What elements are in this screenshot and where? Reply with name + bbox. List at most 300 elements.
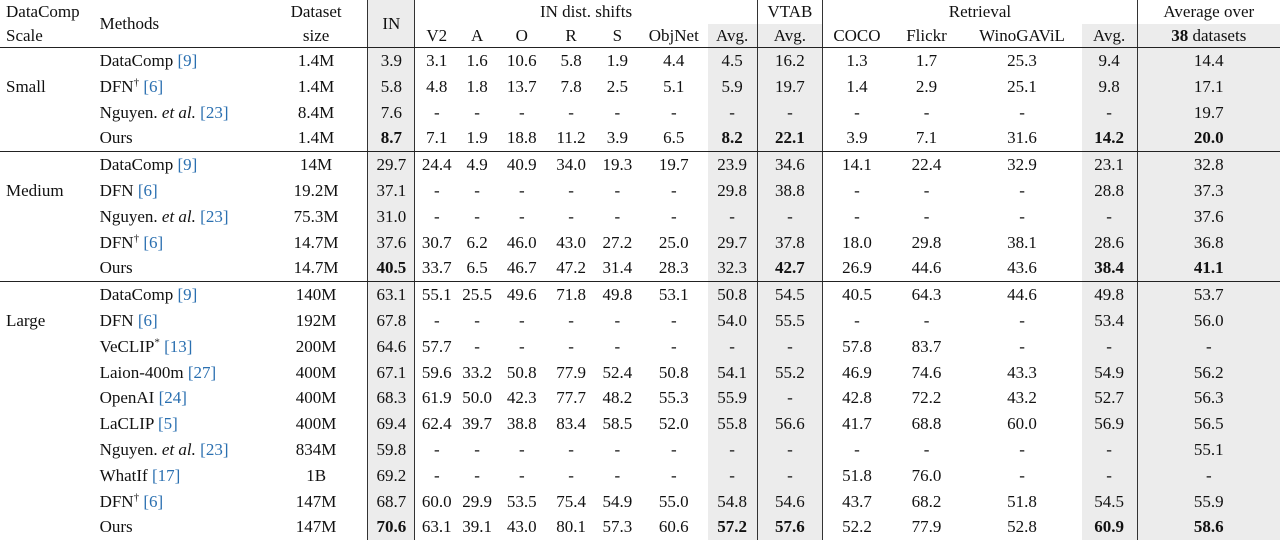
table-row xyxy=(0,385,1280,411)
cell-avg38: 56.2 xyxy=(1137,360,1280,386)
cell-s: - xyxy=(614,439,621,459)
cell-r: 7.8 xyxy=(560,76,582,96)
method-text: DFN xyxy=(99,76,134,96)
cell-retrieval-avg: 38.4 xyxy=(1082,255,1137,281)
table-row xyxy=(0,230,1280,256)
cell-shift-avg: 57.2 xyxy=(708,514,757,540)
cell-s: 48.2 xyxy=(602,388,633,408)
cell-a: 6.2 xyxy=(466,232,488,252)
dataset-size: 75.3M xyxy=(293,206,339,226)
method-text: DFN xyxy=(99,310,138,330)
cell-shift-avg: 29.7 xyxy=(708,230,757,256)
cell-v2: 33.7 xyxy=(415,255,458,281)
cell-v2: - xyxy=(433,439,440,459)
cell-retrieval-avg: 54.5 xyxy=(1082,489,1137,515)
citation-link[interactable]: [17] xyxy=(151,465,181,485)
scale-label xyxy=(0,411,98,437)
cell-vtab-avg: - xyxy=(757,334,823,360)
cell-shift-avg: - xyxy=(708,100,757,126)
cell-coco: - xyxy=(854,206,860,226)
dataset-size: 14.7M xyxy=(265,255,368,281)
cell-coco: - xyxy=(854,180,860,200)
cell-avg38: 32.8 xyxy=(1137,152,1280,178)
cell-v2: 55.1 xyxy=(421,285,452,305)
cell-flickr: - xyxy=(923,439,930,459)
cell-in: 70.6 xyxy=(368,514,415,540)
header-retrieval: Retrieval xyxy=(948,2,1012,21)
cell-s: 49.8 xyxy=(602,285,633,305)
cell-s: - xyxy=(614,310,621,330)
cell-objnet: 60.6 xyxy=(658,517,689,537)
cell-v2: 7.1 xyxy=(415,125,458,151)
dataset-size: 1.4M xyxy=(297,76,335,96)
cell-flickr: - xyxy=(923,102,930,122)
header-col-a: A xyxy=(458,24,496,48)
method-name xyxy=(98,411,265,437)
citation-link[interactable]: [9] xyxy=(177,285,198,305)
header-scale: DataComp xyxy=(6,2,80,21)
cell-o: - xyxy=(518,336,525,356)
dataset-size: 200M xyxy=(295,336,337,356)
cell-v2: 57.7 xyxy=(421,336,452,356)
cell-flickr: 44.6 xyxy=(891,255,963,281)
citation-link[interactable]: [6] xyxy=(143,491,164,511)
cell-o: 53.5 xyxy=(506,491,537,511)
header-col-avg38 xyxy=(1137,24,1280,48)
method-superscript: † xyxy=(133,231,140,244)
dataset-size: 1B xyxy=(306,465,327,485)
cell-a: 29.9 xyxy=(462,491,492,511)
cell-winogavil: 25.3 xyxy=(1007,51,1037,70)
scale-label xyxy=(0,48,98,74)
cell-s: - xyxy=(614,206,621,226)
citation-link[interactable]: [23] xyxy=(200,206,229,226)
cell-vtab-avg: 56.6 xyxy=(757,411,823,437)
method-text: DFN xyxy=(99,180,138,200)
method-name xyxy=(98,74,265,100)
cell-v2: 59.6 xyxy=(421,362,452,382)
cell-objnet: 55.0 xyxy=(658,491,689,511)
table-row xyxy=(0,204,1280,230)
cell-shift-avg: - xyxy=(708,437,757,463)
scale-label xyxy=(0,360,98,386)
cell-a: - xyxy=(474,310,480,330)
cell-coco: 14.1 xyxy=(842,155,872,175)
citation-link[interactable]: [6] xyxy=(143,76,164,96)
method-name xyxy=(98,178,265,204)
cell-a: - xyxy=(474,102,480,122)
table-row xyxy=(0,282,1280,308)
cell-s: 52.4 xyxy=(602,362,633,382)
cell-avg38: 53.7 xyxy=(1137,282,1280,308)
cell-retrieval-avg: 56.9 xyxy=(1082,411,1137,437)
table-row xyxy=(0,308,1280,334)
header-col-s: S xyxy=(595,24,640,48)
method-name xyxy=(98,255,265,281)
citation-link[interactable]: [5] xyxy=(157,414,178,434)
cell-coco: 43.7 xyxy=(842,491,872,511)
cell-a: - xyxy=(474,465,480,485)
cell-in: 69.4 xyxy=(368,411,415,437)
cell-winogavil: 43.3 xyxy=(1007,362,1037,382)
cell-retrieval-avg: 54.9 xyxy=(1082,360,1137,386)
cell-s: 57.3 xyxy=(602,517,633,537)
cell-in: 37.6 xyxy=(368,230,415,256)
cell-r: 11.2 xyxy=(547,125,594,151)
citation-link[interactable]: [6] xyxy=(143,232,164,252)
cell-s: - xyxy=(614,465,621,485)
cell-a: 50.0 xyxy=(462,388,492,408)
cell-r: - xyxy=(568,206,574,226)
cell-a: - xyxy=(474,336,480,356)
cell-objnet: 5.1 xyxy=(663,76,685,96)
dataset-size: 400M xyxy=(295,414,337,434)
cell-o: 50.8 xyxy=(506,362,537,382)
method-text: DataComp xyxy=(99,51,178,70)
citation-link[interactable]: [6] xyxy=(137,310,158,330)
cell-in: 67.8 xyxy=(368,308,415,334)
cell-r: 47.2 xyxy=(547,255,594,281)
table-row xyxy=(0,437,1280,463)
cell-r: - xyxy=(568,336,574,356)
cell-in: 64.6 xyxy=(368,334,415,360)
cell-avg38: 58.6 xyxy=(1137,514,1280,540)
method-etal: et al. xyxy=(161,102,196,122)
cell-objnet: 4.4 xyxy=(663,51,685,70)
cell-vtab-avg: - xyxy=(757,437,823,463)
cell-in: 68.3 xyxy=(368,385,415,411)
dataset-size: 1.4M xyxy=(297,51,335,70)
cell-a: 25.5 xyxy=(462,285,492,305)
cell-winogavil: - xyxy=(1019,102,1025,122)
method-text: DataComp xyxy=(99,285,178,305)
method-name xyxy=(98,204,265,230)
cell-retrieval-avg: 52.7 xyxy=(1082,385,1137,411)
cell-objnet: 52.0 xyxy=(658,414,689,434)
scale-label xyxy=(0,230,98,256)
cell-r: - xyxy=(568,180,574,200)
method-superscript: † xyxy=(133,76,140,89)
cell-o: - xyxy=(518,465,525,485)
cell-shift-avg: 55.9 xyxy=(708,385,757,411)
cell-vtab-avg: 57.6 xyxy=(757,514,823,540)
header-dataset-2: size xyxy=(265,24,368,48)
citation-link[interactable]: [23] xyxy=(200,439,229,459)
cell-shift-avg: 54.8 xyxy=(708,489,757,515)
cell-a: 1.8 xyxy=(466,76,488,96)
cell-v2: - xyxy=(433,102,440,122)
table-row xyxy=(0,489,1280,515)
cell-vtab-avg: - xyxy=(757,385,823,411)
cell-r: 77.9 xyxy=(556,362,586,382)
cell-a: 39.7 xyxy=(462,414,492,434)
cell-objnet: - xyxy=(670,336,677,356)
cell-retrieval-avg: - xyxy=(1082,463,1137,489)
method-text: Ours xyxy=(99,258,133,278)
table-row xyxy=(0,514,1280,540)
cell-v2: 24.4 xyxy=(421,155,452,175)
table-row xyxy=(0,360,1280,386)
cell-retrieval-avg: 60.9 xyxy=(1082,514,1137,540)
cell-shift-avg: 4.5 xyxy=(708,48,757,74)
cell-retrieval-avg: 23.1 xyxy=(1082,152,1137,178)
dataset-size: 147M xyxy=(295,517,337,537)
cell-s: - xyxy=(614,336,621,356)
dataset-size: 8.4M xyxy=(297,102,335,122)
cell-a: 4.9 xyxy=(466,155,488,175)
cell-retrieval-avg: 53.4 xyxy=(1082,308,1137,334)
header-col-coco: COCO xyxy=(823,24,891,48)
cell-coco: 26.9 xyxy=(823,255,891,281)
method-etal: et al. xyxy=(161,439,196,459)
scale-label: Large xyxy=(6,310,46,330)
citation-link[interactable]: [27] xyxy=(187,362,217,382)
cell-vtab-avg: 19.7 xyxy=(757,74,823,100)
header-col-flickr: Flickr xyxy=(891,24,963,48)
scale-label xyxy=(0,125,98,151)
cell-winogavil: 31.6 xyxy=(962,125,1081,151)
method-text: LaCLIP xyxy=(99,414,158,434)
header-col-vtab-avg: Avg. xyxy=(757,24,823,48)
cell-o: - xyxy=(518,310,525,330)
cell-flickr: 1.7 xyxy=(915,51,938,70)
cell-s: 31.4 xyxy=(595,255,640,281)
cell-retrieval-avg: - xyxy=(1082,100,1137,126)
cell-flickr: 68.2 xyxy=(911,491,942,511)
cell-v2: - xyxy=(433,465,440,485)
cell-vtab-avg: 55.5 xyxy=(757,308,823,334)
cell-shift-avg: 29.8 xyxy=(708,178,757,204)
cell-winogavil: - xyxy=(1019,206,1025,226)
dataset-size: 19.2M xyxy=(293,180,339,200)
cell-in: 8.7 xyxy=(368,125,415,151)
header-col-o: O xyxy=(496,24,547,48)
cell-flickr: 68.8 xyxy=(911,414,942,434)
header-col-v2: V2 xyxy=(415,24,458,48)
cell-v2: 4.8 xyxy=(426,76,448,96)
cell-avg38: 56.5 xyxy=(1137,411,1280,437)
cell-s: 58.5 xyxy=(602,414,633,434)
cell-vtab-avg: - xyxy=(757,463,823,489)
cell-o: 18.8 xyxy=(496,125,547,151)
cell-o: - xyxy=(518,439,525,459)
method-text: Nguyen. xyxy=(99,206,162,226)
cell-flickr: 76.0 xyxy=(911,465,942,485)
citation-link[interactable]: [24] xyxy=(158,388,187,408)
scale-label xyxy=(0,514,98,540)
cell-winogavil: 25.1 xyxy=(1007,76,1037,96)
header-dataset: Dataset xyxy=(290,2,342,21)
cell-flickr: - xyxy=(923,180,930,200)
cell-retrieval-avg: 14.2 xyxy=(1082,125,1137,151)
method-text: Nguyen. xyxy=(99,439,162,459)
cell-s: 27.2 xyxy=(602,232,633,252)
cell-r: 71.8 xyxy=(556,285,586,305)
dataset-size: 14.7M xyxy=(293,232,339,252)
header-average-over: Average over xyxy=(1137,0,1280,24)
method-text: VeCLIP xyxy=(99,336,155,356)
header-methods: Methods xyxy=(98,0,265,48)
cell-avg38: 56.0 xyxy=(1137,308,1280,334)
method-name xyxy=(98,48,265,74)
cell-flickr: 77.9 xyxy=(911,517,942,537)
cell-vtab-avg: - xyxy=(757,100,823,126)
cell-v2: 63.1 xyxy=(421,517,452,537)
cell-objnet: - xyxy=(670,180,677,200)
cell-a: 1.9 xyxy=(458,125,496,151)
dataset-size: 192M xyxy=(295,310,337,330)
scale-label xyxy=(0,489,98,515)
cell-coco: 1.4 xyxy=(846,76,868,96)
cell-retrieval-avg: - xyxy=(1082,204,1137,230)
header-in: IN xyxy=(368,0,415,48)
cell-coco: 18.0 xyxy=(842,232,872,252)
cell-retrieval-avg: - xyxy=(1082,334,1137,360)
scale-label xyxy=(0,463,98,489)
cell-avg38: 37.6 xyxy=(1137,204,1280,230)
cell-coco: 3.9 xyxy=(823,125,891,151)
scale-label xyxy=(0,152,98,178)
cell-objnet: 25.0 xyxy=(658,232,689,252)
cell-avg38: 19.7 xyxy=(1137,100,1280,126)
cell-o: - xyxy=(518,180,525,200)
scale-label xyxy=(0,334,98,360)
cell-objnet: 50.8 xyxy=(658,362,689,382)
cell-r: 34.0 xyxy=(556,155,586,175)
scale-label xyxy=(0,204,98,230)
citation-link[interactable]: [9] xyxy=(177,51,198,70)
method-name xyxy=(98,463,265,489)
cell-flickr: 83.7 xyxy=(911,336,942,356)
method-name xyxy=(98,125,265,151)
cell-objnet: 28.3 xyxy=(640,255,708,281)
method-name xyxy=(98,514,265,540)
cell-retrieval-avg: 9.8 xyxy=(1082,74,1137,100)
cell-winogavil: - xyxy=(1019,336,1025,356)
cell-objnet: 55.3 xyxy=(658,388,689,408)
header-col-r: R xyxy=(547,24,594,48)
cell-o: 13.7 xyxy=(506,76,537,96)
scale-label xyxy=(0,437,98,463)
cell-retrieval-avg: 49.8 xyxy=(1082,282,1137,308)
cell-shift-avg: 5.9 xyxy=(708,74,757,100)
cell-s: - xyxy=(614,180,621,200)
cell-avg38: 20.0 xyxy=(1137,125,1280,151)
scale-label: Small xyxy=(6,76,46,96)
cell-v2: 61.9 xyxy=(421,388,452,408)
cell-avg38: 56.3 xyxy=(1137,385,1280,411)
cell-avg38: 41.1 xyxy=(1137,255,1280,281)
cell-in: 59.8 xyxy=(368,437,415,463)
cell-coco: 51.8 xyxy=(842,465,872,485)
cell-flickr: 29.8 xyxy=(911,232,942,252)
dataset-size: 14M xyxy=(300,155,333,175)
cell-avg38: 55.9 xyxy=(1137,489,1280,515)
header-col-objnet: ObjNet xyxy=(640,24,708,48)
scale-label: Medium xyxy=(6,180,64,200)
scale-label xyxy=(0,385,98,411)
cell-winogavil: 60.0 xyxy=(1007,414,1037,434)
cell-vtab-avg: 54.5 xyxy=(757,282,823,308)
method-name xyxy=(98,308,265,334)
cell-coco: 41.7 xyxy=(842,414,872,434)
cell-r: - xyxy=(568,465,574,485)
method-text: OpenAI xyxy=(99,388,159,408)
cell-winogavil: - xyxy=(1019,465,1025,485)
citation-link[interactable]: [6] xyxy=(137,180,158,200)
dataset-size: 400M xyxy=(295,388,337,408)
cell-r: 77.7 xyxy=(556,388,586,408)
cell-s: 2.5 xyxy=(606,76,628,96)
cell-objnet: - xyxy=(670,439,677,459)
cell-shift-avg: 23.9 xyxy=(708,152,757,178)
scale-label xyxy=(0,100,98,126)
cell-avg38: 37.3 xyxy=(1137,178,1280,204)
cell-v2: - xyxy=(433,310,440,330)
cell-retrieval-avg: 9.4 xyxy=(1082,48,1137,74)
cell-shift-avg: - xyxy=(708,334,757,360)
citation-link[interactable]: [13] xyxy=(164,336,193,356)
cell-winogavil: - xyxy=(1019,310,1025,330)
avg-datasets-label: datasets xyxy=(1188,25,1247,45)
method-name xyxy=(98,230,265,256)
header-row-1 xyxy=(0,0,1280,24)
cell-shift-avg: 55.8 xyxy=(708,411,757,437)
cell-in: 37.1 xyxy=(368,178,415,204)
method-name xyxy=(98,152,265,178)
cell-objnet: - xyxy=(670,102,677,122)
cell-vtab-avg: 34.6 xyxy=(757,152,823,178)
citation-link[interactable]: [23] xyxy=(200,102,229,122)
table-row xyxy=(0,411,1280,437)
cell-avg38: - xyxy=(1137,463,1280,489)
dataset-size: 1.4M xyxy=(265,125,368,151)
cell-flickr: 7.1 xyxy=(891,125,963,151)
method-text: DFN xyxy=(99,491,134,511)
table-row xyxy=(0,178,1280,204)
cell-v2: 30.7 xyxy=(421,232,452,252)
table-row xyxy=(0,125,1280,151)
dataset-size: 147M xyxy=(295,491,337,511)
cell-shift-avg: 8.2 xyxy=(708,125,757,151)
cell-in: 40.5 xyxy=(368,255,415,281)
cell-winogavil: 38.1 xyxy=(1007,232,1037,252)
cell-in: 63.1 xyxy=(368,282,415,308)
method-text: DataComp xyxy=(99,155,178,175)
cell-coco: 42.8 xyxy=(842,388,872,408)
cell-a: 33.2 xyxy=(462,362,492,382)
cell-in: 69.2 xyxy=(368,463,415,489)
cell-v2: 62.4 xyxy=(421,414,452,434)
method-superscript: * xyxy=(154,336,160,349)
cell-in: 7.6 xyxy=(368,100,415,126)
cell-vtab-avg: 37.8 xyxy=(757,230,823,256)
cell-v2: 3.1 xyxy=(426,51,448,70)
cell-winogavil: 52.8 xyxy=(1007,517,1037,537)
cell-a: - xyxy=(474,180,480,200)
cell-v2: 60.0 xyxy=(421,491,452,511)
table-row xyxy=(0,463,1280,489)
method-name xyxy=(98,489,265,515)
cell-retrieval-avg: - xyxy=(1082,437,1137,463)
citation-link[interactable]: [9] xyxy=(177,155,198,175)
method-text: Laion-400m xyxy=(99,362,188,382)
cell-a: 1.6 xyxy=(466,51,488,70)
cell-shift-avg: 54.0 xyxy=(708,308,757,334)
table-row xyxy=(0,334,1280,360)
cell-flickr: - xyxy=(923,206,930,226)
cell-shift-avg: - xyxy=(708,463,757,489)
